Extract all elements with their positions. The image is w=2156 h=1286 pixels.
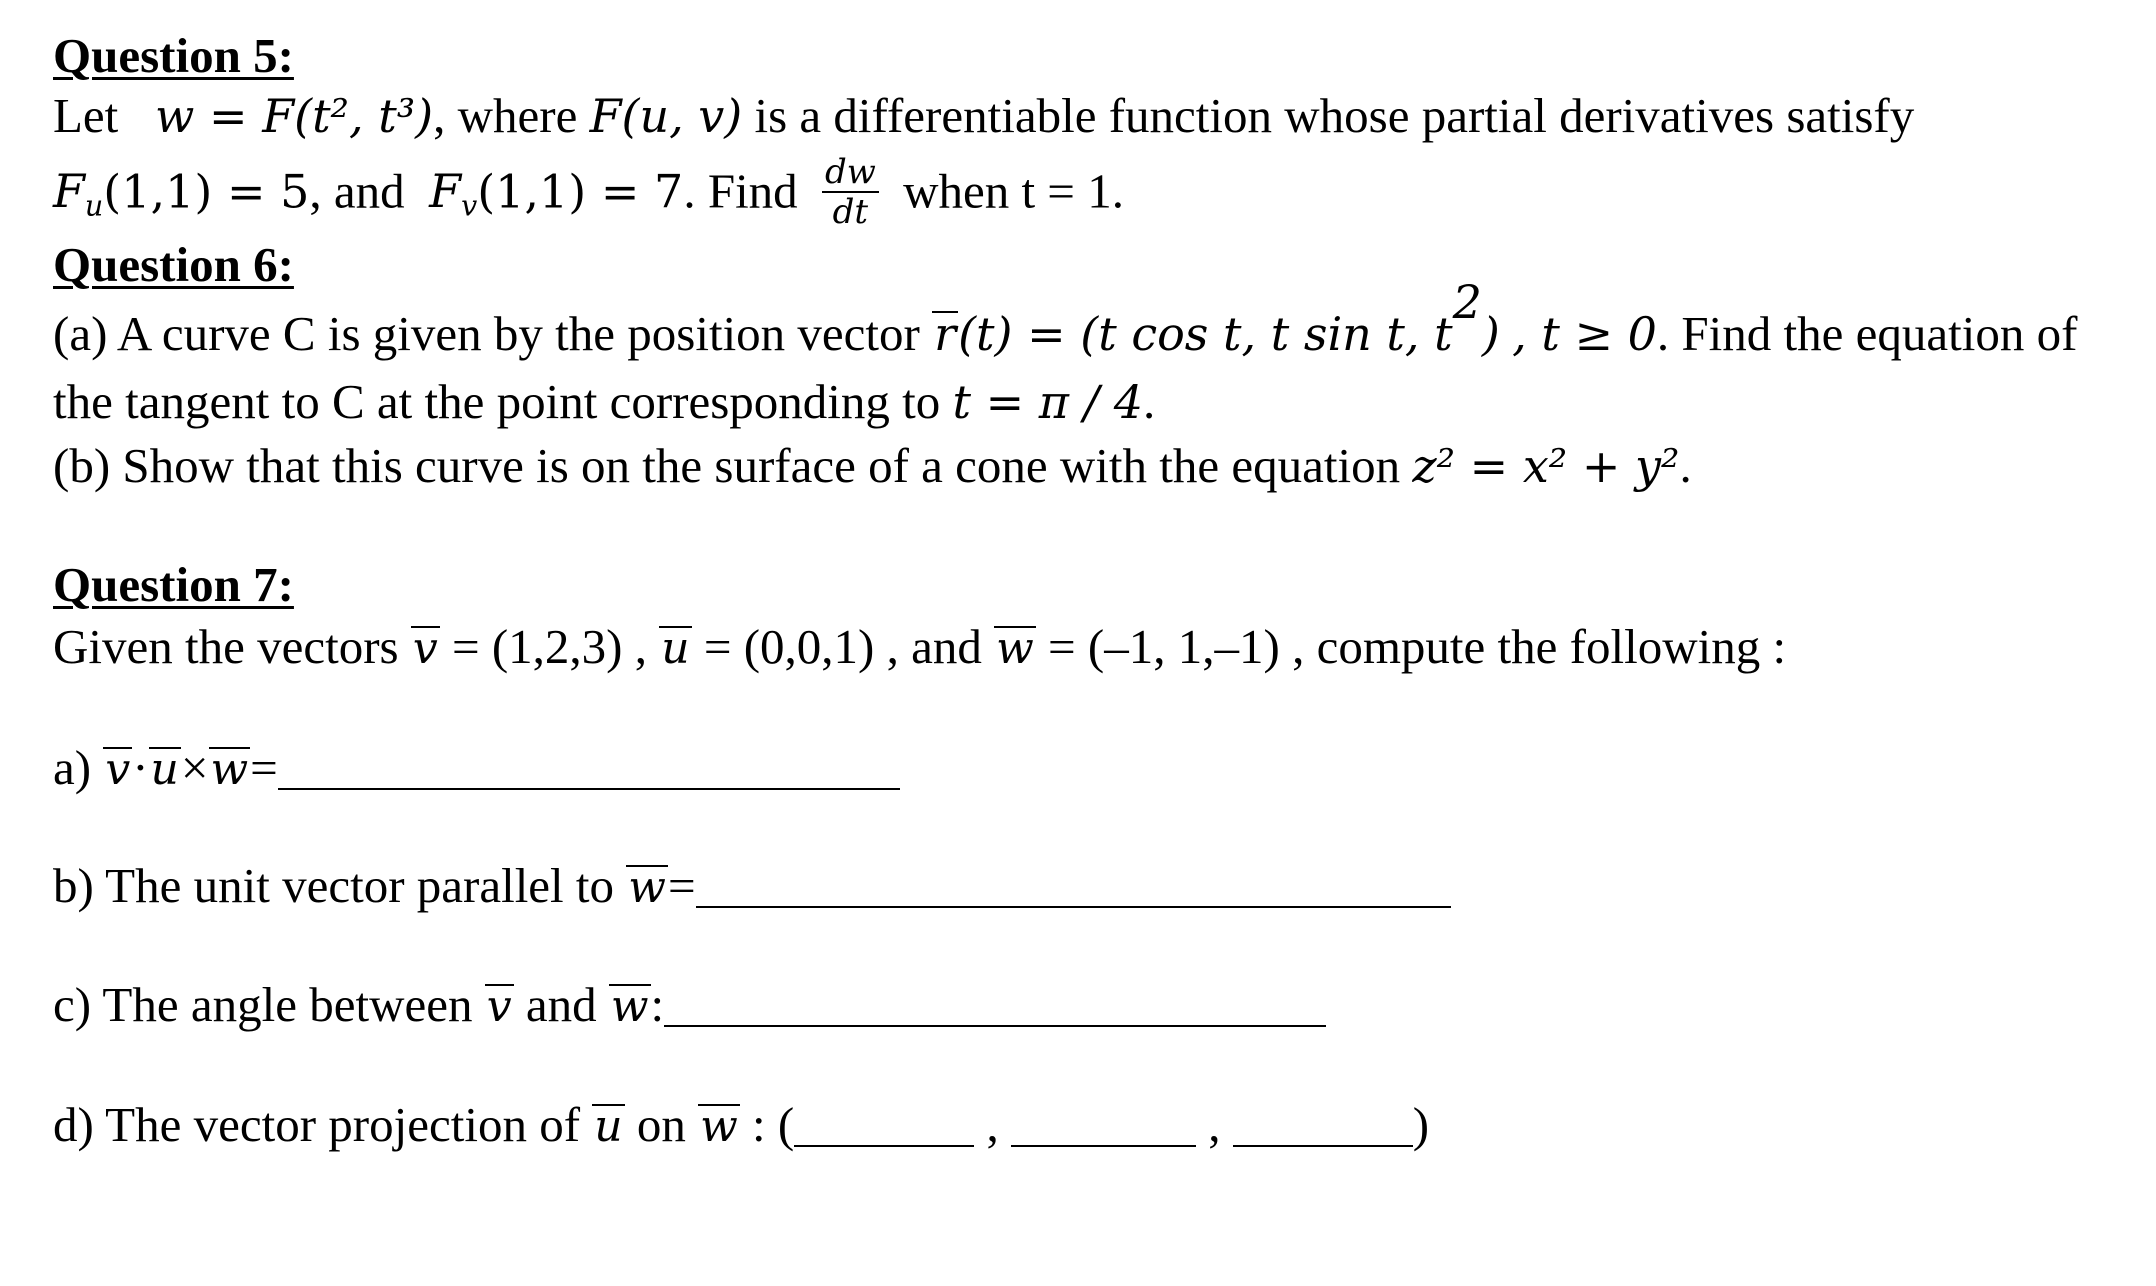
q6-t-value: t = π / 4 (952, 375, 1144, 429)
q6-a-text: (a) A curve C is given by the position vector (53, 306, 920, 362)
answer-blank-d-y[interactable] (1011, 1105, 1196, 1147)
answer-blank-a[interactable] (278, 748, 900, 790)
d-w-symbol: w (700, 1101, 738, 1152)
answer-blank-b[interactable] (696, 866, 1451, 908)
b-w-symbol: w (628, 862, 666, 913)
answer-blank-d-x[interactable] (794, 1105, 974, 1147)
q5-text-1: , where (433, 88, 578, 143)
q7-c-text: c) The angle between (53, 977, 473, 1032)
q6-a-tail: . Find the equation of (1656, 306, 2078, 362)
q5-find: . Find (683, 163, 798, 219)
u-vector-symbol: u (661, 623, 690, 674)
question-6-heading: Question 6: (53, 237, 294, 292)
dw-dt-fraction (822, 153, 879, 231)
question-7-heading: Question 7: (53, 557, 294, 612)
q7-c-and: and (525, 977, 597, 1032)
q6-cone-period: . (1679, 438, 1692, 493)
q5-when: when t = 1. (903, 163, 1124, 219)
v-vector-symbol: v (412, 623, 438, 674)
q7-part-c (53, 975, 1326, 1035)
q7-part-b (53, 856, 1451, 916)
q6-r-exp: 2 (1452, 275, 1482, 329)
q7-v-val: = (1,2,3) , (451, 619, 647, 674)
q5-text-2: is a differentiable function whose partial derivatives satisfy (754, 88, 1915, 143)
c-v-symbol: v (486, 981, 512, 1032)
q6-r-expr: (t) = (t cos t, t sin t, t (958, 307, 1453, 362)
q7-d-close: ) (1412, 1097, 1430, 1152)
b-eq: = (667, 858, 696, 913)
q5-fv-sub: v (461, 189, 478, 223)
a-dot: · (132, 740, 149, 795)
q7-d-open: : ( (752, 1097, 795, 1152)
w-vector-symbol: w (996, 623, 1034, 674)
q5-fv-val: (1,1) = 7 (477, 164, 684, 219)
d-u-symbol: u (594, 1101, 623, 1152)
q5-fu: $F_u$ (53, 164, 104, 223)
q5-lead: Let (53, 88, 119, 143)
q7-part-d (53, 1095, 1429, 1155)
q7-d-comma-1: , (986, 1097, 999, 1152)
r-vector-symbol: r (934, 307, 957, 362)
question-6-line-a2 (53, 372, 1155, 432)
q7-d-text: d) The vector projection of (53, 1097, 581, 1152)
question-7-given-line (53, 617, 1786, 677)
c-w-symbol: w (610, 981, 649, 1032)
question-5-heading: Question 5: (53, 28, 294, 83)
q7-d-on: on (636, 1097, 686, 1152)
a-eq: = (250, 740, 278, 795)
q5-fv: $F_v$ (429, 164, 478, 223)
answer-blank-c[interactable] (664, 985, 1326, 1027)
a-v-symbol: v (105, 744, 131, 795)
q6-a-line2: the tangent to C at the point corresponding to (53, 374, 941, 429)
q6-r-close: ) (1481, 307, 1500, 362)
q5-and: , and (309, 163, 405, 219)
answer-blank-d-z[interactable] (1233, 1105, 1413, 1147)
q7-w-val: = (–1, 1,–1) , compute the following : (1048, 619, 1787, 674)
a-cross: × (180, 740, 209, 795)
question-6-line-a (53, 275, 2078, 364)
q6-t-cond: , t ≥ 0 (1512, 307, 1657, 362)
q7-a-label: a) (53, 740, 92, 795)
fraction-denominator: dt (832, 192, 869, 232)
q7-c-colon: : (650, 977, 665, 1032)
q7-d-comma-2: , (1208, 1097, 1221, 1152)
q5-fu-sub: u (84, 189, 104, 223)
fraction-numerator: dw (822, 153, 879, 193)
q6-period: . (1143, 374, 1156, 429)
q5-fuv: F(u, v) (589, 89, 743, 143)
q6-cone-eq: z² = x² + y² (1412, 439, 1680, 493)
q5-function-expr: w = F(t², t³) (155, 89, 434, 143)
question-5-line-2 (53, 152, 1124, 235)
q5-fu-val: (1,1) = 5 (103, 164, 310, 219)
q7-u-val: = (0,0,1) , and (703, 619, 982, 674)
question-6-line-b (53, 436, 1692, 496)
q7-part-a (53, 738, 900, 798)
a-w-symbol: w (210, 744, 249, 795)
question-5-line-1 (53, 86, 1914, 146)
q7-b-text: b) The unit vector parallel to (53, 858, 615, 913)
a-u-symbol: u (150, 744, 179, 795)
q7-given-lead: Given the vectors (53, 619, 399, 674)
q6-b-text: (b) Show that this curve is on the surface of a cone with the equation (53, 438, 1401, 493)
